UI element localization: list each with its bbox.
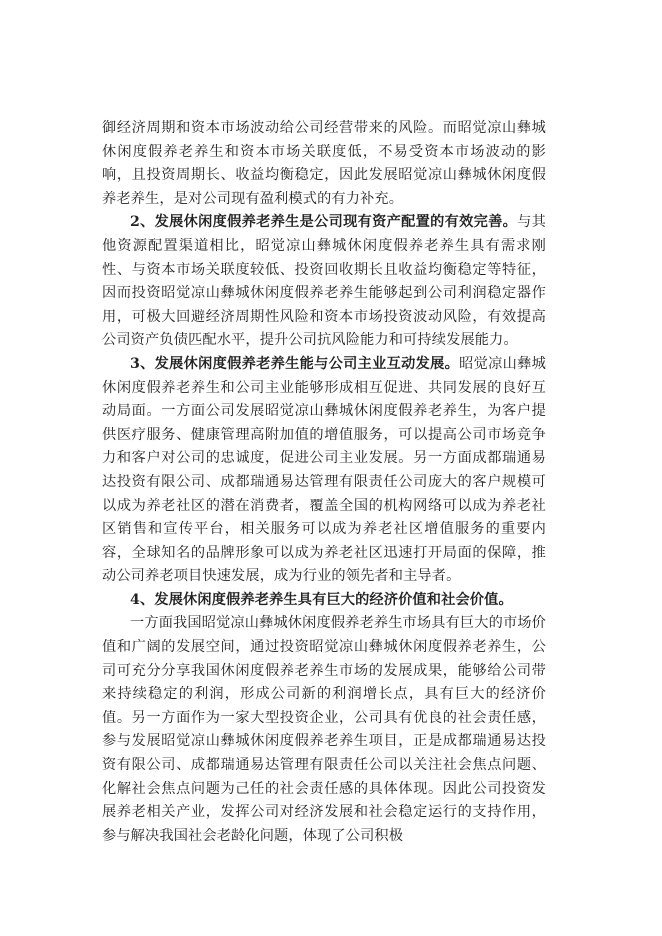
paragraph-1: 御经济周期和资本市场波动给公司经营带来的风险。而昭觉凉山彝城休闲度假养老养生和资本市场关联度低，不易受资本市场波动的影响，且投资周期长、收益均衡稳定，因此发展昭觉凉山彝城休闲度假养老养生，是对公司现有盈利模式的有力补充。 bbox=[102, 120, 546, 207]
paragraph-2: 与其他资源配置渠道相比，昭觉凉山彝城休闲度假养老养生具有需求刚性、与资本市场关联度较低、投资回收期长且收益均衡稳定等特征，因而投资昭觉凉山彝城休闲度假养老养生能够起到公司利润稳定器作用，可极大回避经济周期性风险和资本市场投资波动风险，有效提高公司资产负债匹配水平，提升公司抗风险能力和可持续发展能力。 bbox=[102, 214, 546, 349]
paragraph-3: 昭觉凉山彝城休闲度假养老养生和公司主业能够形成相互促进、共同发展的良好互动局面。一方面公司发展昭觉凉山彝城休闲度假养老养生，为客户提供医疗服务、健康管理高附加值的增值服务，可以提高公司市场竞争力和客户对公司的忠诚度，促进公司主业发展。另一方面成都瑞通易达投资有限公司、成都瑞通易达管理有限责任公司庞大的客户规模可以成为养老社区的潜在消费者，覆盖全国的机构网络可以成为养老社区销售和宣传平台，相关服务可以成为养老社区增值服务的重要内容，全球知名的品牌形象可以成为养老社区迅速打开局面的保障，推动公司养老项目快速发展，成为行业的领先者和主导者。 bbox=[102, 355, 547, 585]
section-2 bbox=[102, 211, 546, 353]
heading-3: 3、发展休闲度假养老养生能与公司主业互动发展。 bbox=[130, 355, 460, 372]
section-3 bbox=[102, 353, 546, 589]
paragraph-4: 一方面我国昭觉凉山彝城休闲度假养老养生市场具有巨大的市场价值和广阔的发展空间，通过投资昭觉凉山彝城休闲度假养老养生，公司可充分分享我国休闲度假养老养生市场的发展成果，能够给公司带来持续稳定的利润，形成公司新的利润增长点，具有巨大的经济价值。另一方面作为一家大型投资企业，公司具有优良的社会责任感，参与发展昭觉凉山彝城休闲度假养老养生项目，正是成都瑞通易达投资有限公司、成都瑞通易达管理有限责任公司以关注社会焦点问题、化解社会焦点问题为己任的社会责任感的具体体现。因此公司投资发展养老相关产业，发挥公司对经济发展和社会稳定运行的支持作用，参与解决我国社会老龄化问题，体现了公司积极 bbox=[102, 615, 546, 844]
heading-2: 2、发展休闲度假养老养生是公司现有资产配置的有效完善。 bbox=[130, 214, 518, 231]
heading-4: 4、发展休闲度假养老养生具有巨大的经济价值和社会价值。 bbox=[130, 591, 513, 608]
document-body bbox=[102, 117, 546, 848]
